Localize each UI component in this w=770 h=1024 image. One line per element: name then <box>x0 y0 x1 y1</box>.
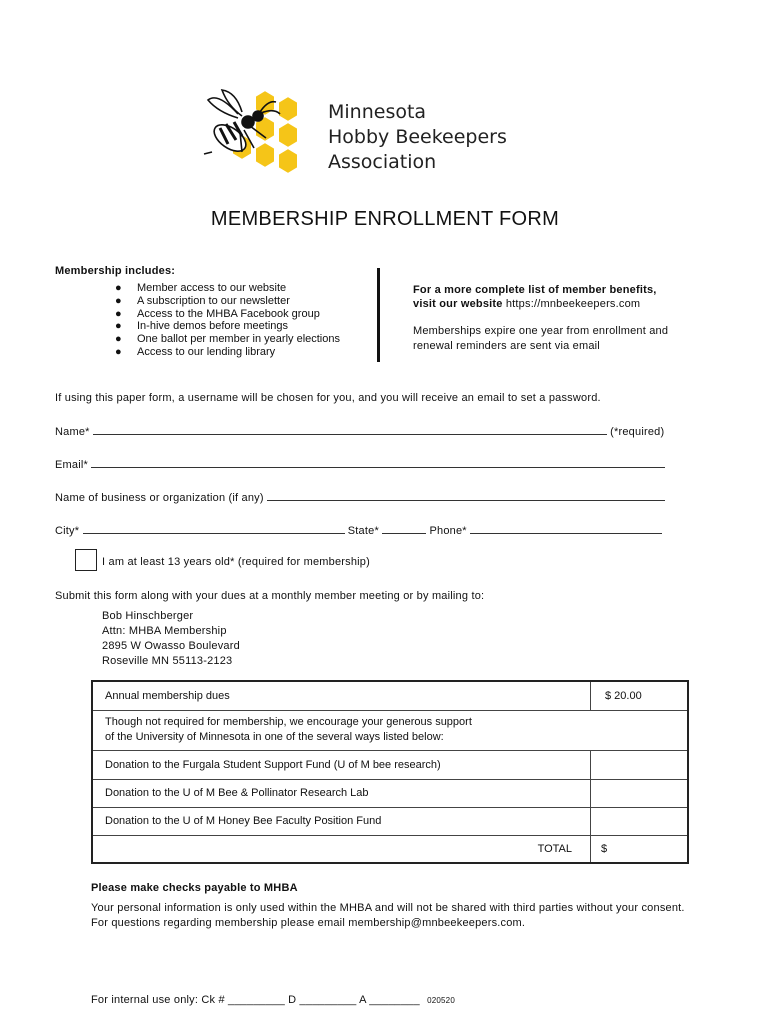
encourage-line2: of the University of Minnesota in one of the several ways listed below: <box>105 731 444 743</box>
donation-label: Donation to the U of M Honey Bee Faculty Position Fund <box>92 807 591 835</box>
expiry-note <box>413 324 668 354</box>
mailing-address <box>102 609 240 669</box>
phone-input-line[interactable] <box>470 523 662 534</box>
total-label: TOTAL <box>92 835 591 863</box>
checks-note: Please make checks payable to MHBA <box>91 882 298 894</box>
logo <box>198 86 508 181</box>
org-name-line3: Association <box>328 151 437 173</box>
internal-use-label: For internal use only: Ck # _________ D _________ A ________ <box>91 994 420 1006</box>
list-item: ● Member access to our website <box>115 282 287 294</box>
city-label: City* <box>55 525 80 537</box>
phone-label: Phone* <box>429 525 467 537</box>
table-row <box>92 807 688 835</box>
submit-intro: Submit this form along with your dues at a monthly member meeting or by mailing to: <box>55 590 485 602</box>
address-line: Roseville MN 55113-2123 <box>102 655 233 667</box>
address-line: Bob Hinschberger <box>102 610 194 622</box>
list-item: ● A subscription to our newsletter <box>115 294 290 307</box>
expiry-line1: Memberships expire one year from enrollment and <box>413 325 669 337</box>
city-input-line[interactable] <box>83 523 345 534</box>
age-checkbox[interactable] <box>75 549 97 571</box>
list-item: ● Access to our lending library <box>115 345 276 358</box>
donation-amount-cell[interactable] <box>591 779 689 807</box>
list-item: ● In-hive demos before meetings <box>115 320 289 333</box>
privacy-line2: For questions regarding membership please email membership@mnbeekeepers.com. <box>91 917 526 929</box>
address-line: 2895 W Owasso Boulevard <box>102 640 240 652</box>
business-field-row <box>55 490 665 504</box>
list-item: ● One ballot per member in yearly elections <box>115 333 340 346</box>
name-field-row <box>55 424 664 438</box>
donation-amount-cell[interactable] <box>591 750 689 779</box>
business-label: Name of business or organization (if any) <box>55 492 264 504</box>
table-row <box>92 779 688 807</box>
table-row <box>92 835 688 863</box>
expiry-line2: renewal reminders are sent via email <box>413 340 600 352</box>
name-input-line[interactable] <box>93 424 607 435</box>
business-input-line[interactable] <box>267 490 665 501</box>
benefits-visit-label: visit our website <box>413 298 503 310</box>
total-amount[interactable]: $ <box>591 835 689 863</box>
bee-honeycomb-icon <box>198 86 318 181</box>
email-input-line[interactable] <box>91 457 665 468</box>
table-row <box>92 681 688 710</box>
donation-amount-cell[interactable] <box>591 807 689 835</box>
address-line: Attn: MHBA Membership <box>102 625 227 637</box>
table-row <box>92 710 688 750</box>
email-label: Email* <box>55 459 88 471</box>
org-name-line2: Hobby Beekeepers <box>328 126 507 148</box>
membership-heading: Membership includes: <box>55 265 176 277</box>
internal-use <box>91 994 455 1006</box>
email-field-row <box>55 457 665 471</box>
age-check-label: I am at least 13 years old* (required for membership) <box>102 556 370 568</box>
dues-table <box>91 680 689 864</box>
annual-dues-label: Annual membership dues <box>92 681 591 710</box>
form-title: MEMBERSHIP ENROLLMENT FORM <box>210 208 560 230</box>
paper-note: If using this paper form, a username will be chosen for you, and you will receive an email to set a password. <box>55 392 601 404</box>
state-input-line[interactable] <box>382 523 426 534</box>
required-note: (*required) <box>610 426 665 438</box>
city-state-phone-row <box>55 523 662 537</box>
section-divider <box>377 268 380 362</box>
list-item: ● Access to the MHBA Facebook group <box>115 307 320 320</box>
annual-dues-amount: $ 20.00 <box>591 681 689 710</box>
form-code: 020520 <box>427 996 455 1005</box>
honeycomb <box>232 90 298 174</box>
privacy-line1: Your personal information is only used within the MHBA and will not be shared with third parties without your consent. <box>91 902 685 914</box>
privacy-note <box>91 901 685 931</box>
encourage-line1: Though not required for membership, we encourage your generous support <box>105 716 472 728</box>
benefits-line1: For a more complete list of member benefits, <box>413 284 657 296</box>
state-label: State* <box>347 525 379 537</box>
donation-label: Donation to the U of M Bee & Pollinator Research Lab <box>92 779 591 807</box>
website-link[interactable]: https://mnbeekeepers.com <box>502 298 641 310</box>
benefits-note <box>413 283 657 311</box>
name-label: Name* <box>55 426 90 438</box>
membership-list <box>115 282 340 359</box>
donation-encourage <box>92 710 688 750</box>
org-name-line1: Minnesota <box>328 101 427 123</box>
table-row <box>92 750 688 779</box>
donation-label: Donation to the Furgala Student Support Fund (U of M bee research) <box>92 750 591 779</box>
